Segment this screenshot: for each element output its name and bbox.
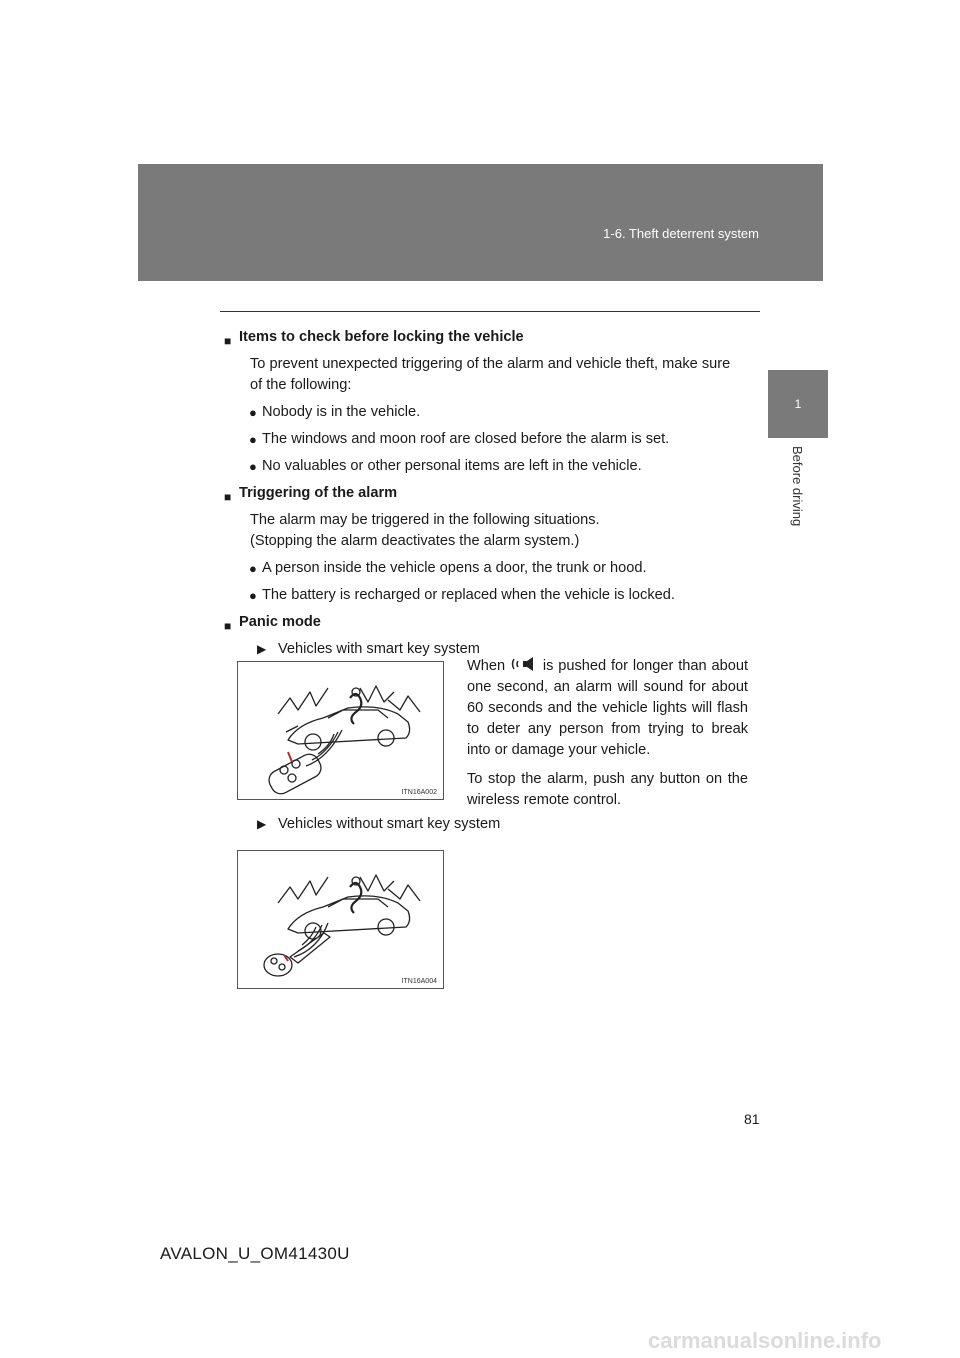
car-alarm-key-illustration (238, 851, 443, 988)
check-intro: To prevent unexpected triggering of the alarm and vehicle theft, make sure of the following: (250, 356, 731, 393)
key-illustration (237, 850, 444, 989)
heading-triggering: ■ Triggering of the alarm (224, 483, 754, 504)
section-title: 1-6. Theft deterrent system (603, 226, 759, 241)
panic-button-icon (510, 656, 538, 672)
chapter-tab (768, 370, 828, 438)
smart-key-illustration (237, 661, 444, 800)
variant-smart-key: ▶ Vehicles with smart key system (257, 639, 754, 660)
arrow-icon: ▶ (257, 642, 267, 656)
list-item: ● The battery is recharged or replaced when the vehicle is locked. (250, 585, 754, 606)
chapter-label: Before driving (790, 446, 805, 527)
header-band (138, 164, 823, 281)
main-content (224, 327, 754, 668)
bullet-icon: ● (249, 405, 257, 420)
bullet-icon: ● (249, 459, 257, 474)
bullet-icon: ● (249, 432, 257, 447)
arrow-icon: ▶ (257, 817, 267, 831)
heading-items-to-check: ■ Items to check before locking the vehicle (224, 327, 754, 348)
panic-description (467, 656, 748, 819)
list-item: ● The windows and moon roof are closed before the alarm is set. (250, 429, 754, 450)
page-number: 81 (744, 1111, 760, 1127)
list-item: ● Nobody is in the vehicle. (250, 402, 754, 423)
heading-marker-icon: ■ (224, 490, 232, 504)
panic-stop-text: To stop the alarm, push any button on the wireless remote control. (467, 771, 748, 808)
document-code: AVALON_U_OM41430U (160, 1244, 350, 1263)
variant-no-smart-key: ▶ Vehicles without smart key system (257, 814, 754, 835)
figure-code: ITN16A004 (401, 978, 437, 985)
heading-marker-icon: ■ (224, 619, 232, 633)
figure-code: ITN16A002 (401, 789, 437, 796)
bullet-icon: ● (249, 588, 257, 603)
heading-marker-icon: ■ (224, 334, 232, 348)
list-item: ● No valuables or other personal items are left in the vehicle. (250, 456, 754, 477)
chapter-number: 1 (794, 397, 802, 411)
panic-description-text: When is pushed for longer than about one second, an alarm will sound for about 60 seconds and the vehicle lights will flash to deter any person from trying to break into or damage your vehicle. (467, 658, 749, 758)
section-divider (220, 311, 760, 312)
watermark: carmanualsonline.info (648, 1328, 882, 1353)
car-alarm-smart-key-illustration (238, 662, 443, 799)
list-item: ● A person inside the vehicle opens a door, the trunk or hood. (250, 558, 754, 579)
variant-no-smart-key-block (224, 814, 754, 843)
bullet-icon: ● (249, 561, 257, 576)
trigger-intro: The alarm may be triggered in the following situations. (Stopping the alarm deactivates the alarm system.) (250, 512, 600, 549)
heading-panic-mode: ■ Panic mode (224, 612, 754, 633)
